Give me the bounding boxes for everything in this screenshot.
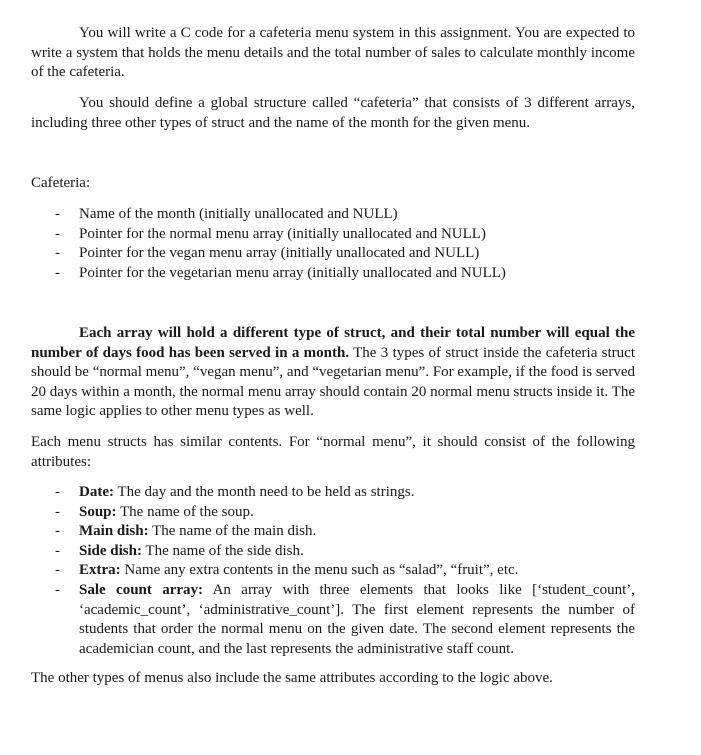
arrays-paragraph (31, 324, 635, 422)
attribute-text: Name any extra contents in the menu such as “salad”, “fruit”, etc. (120, 562, 519, 579)
cafeteria-heading: Cafeteria: (31, 175, 91, 191)
list-item (31, 522, 635, 542)
arrays-rest-text: The 3 types of struct inside the cafeteria struct should be “normal menu”, “vegan menu”, and “vegetarian menu”. For example, if the food is served 20 days within a month, the normal menu array should contain 20 normal menu structs inside it. The same logic applies to other menu types as well. (31, 344, 635, 420)
list-item: - Pointer for the normal menu array (initially unallocated and NULL) (31, 225, 635, 245)
attribute-text: An array with three elements that looks like [‘student_count’, ‘academic_count’, ‘administrative_count’]. The first element represents the number of students that order the normal menu on the given date. The second element represents the academician count, and the last represents the administrative staff count. (79, 581, 635, 657)
attribute-label: Extra: (79, 562, 121, 579)
closing-paragraph: The other types of menus also include the same attributes according to the logic above. (31, 670, 553, 686)
attribute-label: Date: (79, 484, 114, 500)
arrays-bold-sentence: Each array will hold a different type of struct, and their total number will equal the number of days food has been served in a month. (31, 325, 635, 361)
attribute-text: The name of the soup. (116, 503, 254, 520)
attribute-label: Side dish: (79, 542, 142, 559)
attribute-text: The name of the side dish. (141, 542, 304, 559)
list-item (31, 561, 635, 581)
intro-paragraph: You will write a C code for a cafeteria menu system in this assignment. You are expected to write a system that holds the menu details and the total number of sales to calculate monthly income of the cafeteria. (31, 25, 635, 81)
attribute-label: Main dish: (79, 523, 149, 540)
list-item (31, 581, 635, 659)
list-item: - Name of the month (initially unallocated and NULL) (31, 205, 635, 225)
list-item: - Pointer for the vegetarian menu array (initially unallocated and NULL) (31, 264, 635, 284)
attribute-text: The name of the main dish. (148, 523, 317, 540)
attribute-text: The day and the month need to be held as strings. (113, 484, 415, 500)
list-item (31, 542, 635, 562)
struct-definition-paragraph: You should define a global structure called “cafeteria” that consists of 3 different arrays, including three other types of struct and the name of the month for the given menu. (31, 95, 635, 131)
attribute-label: Soup: (79, 503, 117, 520)
cafeteria-fields-list (31, 205, 635, 283)
attribute-label: Sale count array: (79, 581, 204, 598)
list-item (31, 503, 635, 523)
normal-menu-attributes-list (31, 483, 635, 659)
list-item (31, 483, 635, 503)
list-item: - Pointer for the vegan menu array (initially unallocated and NULL) (31, 244, 635, 264)
menu-contents-paragraph: Each menu structs has similar contents. For “normal menu”, it should consist of the following attributes: (31, 434, 635, 470)
